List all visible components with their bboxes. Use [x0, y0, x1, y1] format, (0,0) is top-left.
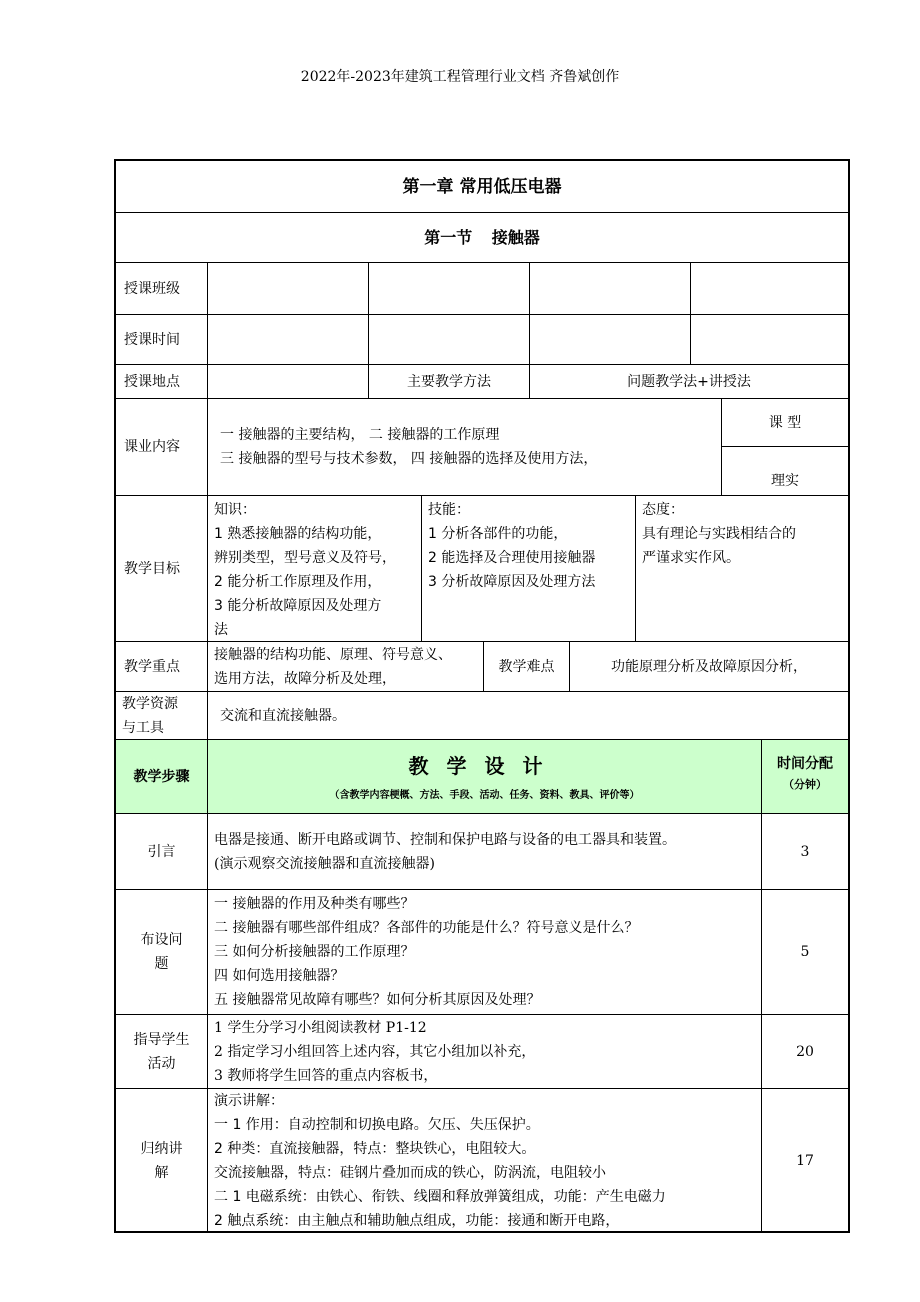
resources-value: 交流和直流接触器。 — [208, 692, 848, 740]
difficulty-label: 教学难点 — [484, 642, 570, 692]
design-header — [208, 740, 762, 814]
step-name: 归纳讲 解 — [116, 1089, 208, 1233]
label-content: 课业内容 — [116, 399, 208, 496]
lesson-plan-table — [114, 159, 850, 1233]
time-value-cell-2 — [369, 315, 530, 365]
label-place: 授课地点 — [116, 365, 208, 399]
design-subtitle: （含教学内容梗概、方法、手段、活动、任务、资料、教具、评价等） — [329, 790, 640, 801]
step-name: 引言 — [116, 814, 208, 890]
design-title: 教学设计 — [408, 754, 561, 778]
objective-knowledge: 知识： 1 熟悉接触器的结构功能， 辨别类型，型号意义及符号， 2 能分析工作原理及作用， 3 能分析故障原因及处理方 法 — [208, 496, 422, 642]
content-line: 三 接触器的型号与技术参数， 四 接触器的选择及使用方法， — [220, 451, 598, 467]
section-title: 第一节 接触器 — [116, 213, 848, 263]
step-minutes: 17 — [796, 1153, 814, 1169]
class-value-cell-3 — [530, 263, 691, 315]
time-allocation-label: 时间分配 — [777, 756, 833, 772]
content-line: 一 接触器的主要结构， 二 接触器的工作原理 — [220, 427, 500, 443]
step-content: 电器是接通、断开电路或调节、控制和保护电路与设备的电工器具和装置。 (演示观察交流接触器和直流接触器) — [208, 814, 762, 890]
time-value-cell-3 — [530, 315, 691, 365]
steps-label: 教学步骤 — [116, 740, 208, 814]
course-type-value: 理实 — [722, 447, 848, 496]
step-content: 1 学生分学习小组阅读教材 P1-12 2 指定学习小组回答上述内容，其它小组加以补充， 3 教师将学生回答的重点内容板书， — [208, 1015, 762, 1089]
time-value-cell-1 — [208, 315, 369, 365]
step-minutes: 20 — [762, 1015, 848, 1089]
label-class: 授课班级 — [116, 263, 208, 315]
step-name: 指导学生 活动 — [116, 1015, 208, 1089]
difficulty-value: 功能原理分析及故障原因分析， — [570, 642, 848, 692]
class-value-cell-1 — [208, 263, 369, 315]
teaching-method-label: 主要教学方法 — [369, 365, 530, 399]
class-value-cell-2 — [369, 263, 530, 315]
page-header: 2022年-2023年建筑工程管理行业文档 齐鲁斌创作 — [300, 69, 620, 85]
step-minutes: 5 — [762, 890, 848, 1015]
objective-skills: 技能： 1 分析各部件的功能， 2 能选择及合理使用接触器 3 分析故障原因及处理方法 — [422, 496, 636, 642]
time-value-cell-4 — [691, 315, 848, 365]
place-value — [208, 365, 369, 399]
label-resources: 教学资源 与工具 — [116, 692, 208, 740]
time-unit-label: （分钟） — [783, 778, 827, 791]
label-time: 授课时间 — [116, 315, 208, 365]
teaching-method-value: 问题教学法+讲授法 — [530, 365, 848, 399]
key-points-value: 接触器的结构功能、原理、符号意义、 选用方法，故障分析及处理， — [208, 642, 484, 692]
label-objectives: 教学目标 — [116, 496, 208, 642]
lesson-content — [208, 399, 722, 496]
step-name: 布设问 题 — [116, 890, 208, 1015]
course-type-label: 课 型 — [722, 399, 848, 447]
objective-attitude: 态度： 具有理论与实践相结合的 严谨求实作风。 — [636, 496, 848, 642]
chapter-title: 第一章 常用低压电器 — [116, 161, 848, 213]
class-value-cell-4 — [691, 263, 848, 315]
step-content: 演示讲解： 一 1 作用：自动控制和切换电路。欠压、失压保护。 2 种类：直流接触器，特点：整块铁心，电阻较大。 交流接触器，特点：硅钢片叠加而成的铁心，防涡流，电阻较小 二 1 电磁系统：由铁心、衔铁、线圈和释放弹簧组成，功能：产生电磁力 2 触点系统：由主触点和辅助触点组成，功能：接通和断开电路， — [208, 1089, 762, 1233]
time-allocation-header — [762, 740, 848, 814]
step-minutes: 3 — [762, 814, 848, 890]
step-content: 一 接触器的作用及种类有哪些？ 二 接触器有哪些部件组成？各部件的功能是什么？符号意义是什么？ 三 如何分析接触器的工作原理？ 四 如何选用接触器？ 五 接触器常见故障有哪些？如何分析其原因及处理？ — [208, 890, 762, 1015]
label-key-points: 教学重点 — [116, 642, 208, 692]
